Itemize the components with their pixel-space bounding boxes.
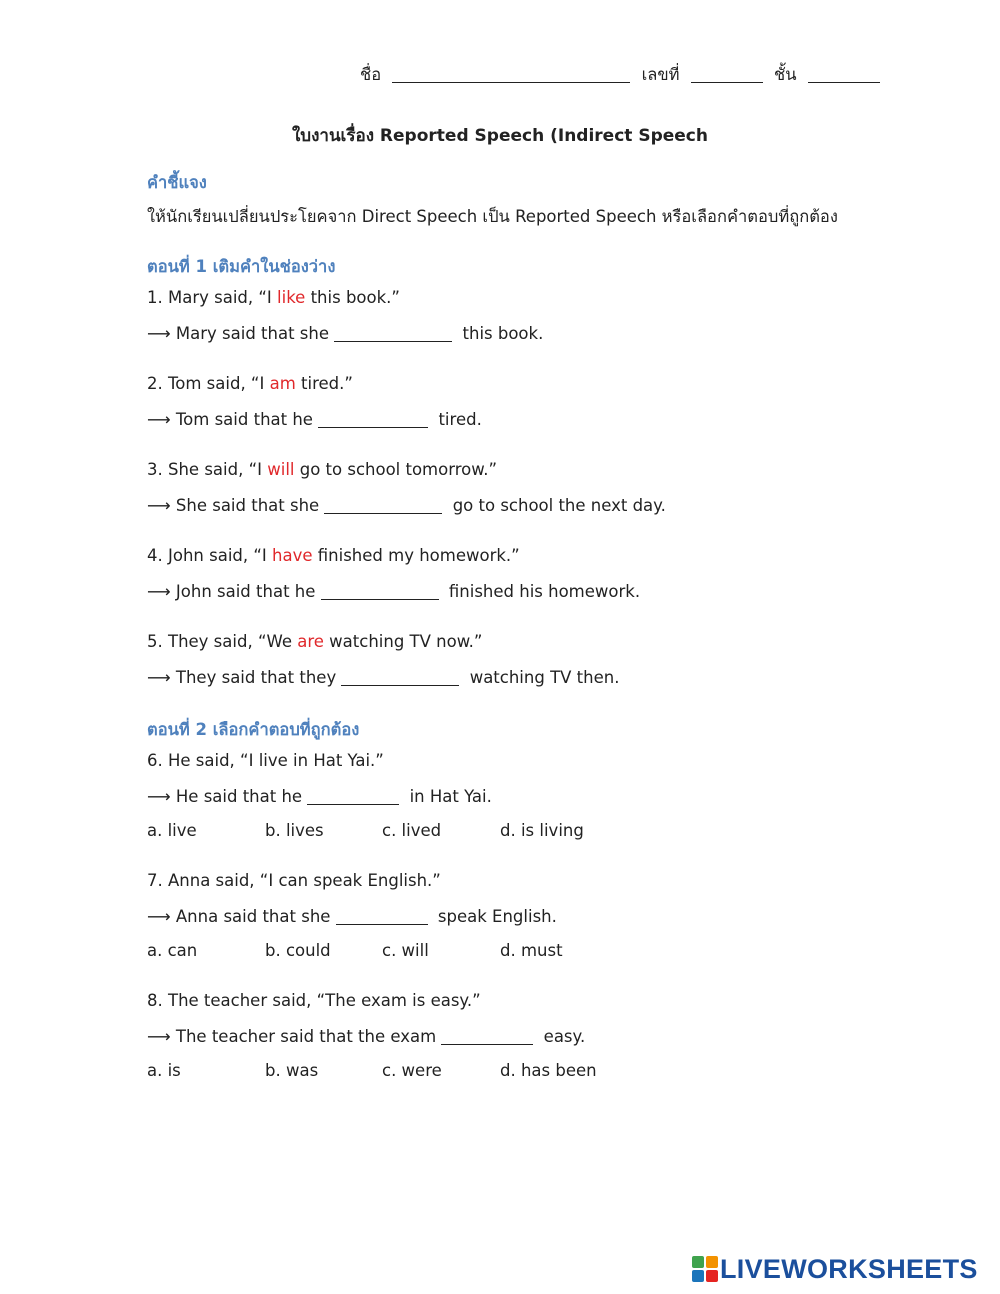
option-d[interactable]: d. is living bbox=[500, 821, 584, 840]
option-b[interactable]: b. could bbox=[265, 941, 331, 960]
class-label: ชั้น bbox=[774, 65, 797, 84]
answer-3: ⟶ She said that she go to school the next day. bbox=[147, 496, 666, 515]
liveworksheets-logo bbox=[692, 1254, 978, 1284]
question-5: 5. They said, “We are watching TV now.” bbox=[147, 632, 483, 651]
logo-text: LIVEWORKSHEETS bbox=[720, 1253, 978, 1284]
instructions-text: ให้นักเรียนเปลี่ยนประโยคจาก Direct Speech เป็น Reported Speech หรือเลือกคำตอบที่ถูกต้อง bbox=[147, 207, 838, 226]
answer-2: ⟶ Tom said that he tired. bbox=[147, 410, 482, 429]
answer-8: ⟶ The teacher said that the exam easy. bbox=[147, 1027, 586, 1046]
highlight-verb: am bbox=[269, 374, 296, 393]
question-7: 7. Anna said, “I can speak English.” bbox=[147, 871, 441, 890]
instructions-heading: คำชี้แจง bbox=[147, 173, 207, 192]
question-1: 1. Mary said, “I like this book.” bbox=[147, 288, 400, 307]
option-c[interactable]: c. will bbox=[382, 941, 429, 960]
worksheet-title: ใบงานเรื่อง Reported Speech (Indirect Speech bbox=[292, 126, 708, 146]
answer-blank-2[interactable] bbox=[318, 411, 428, 429]
answer-4: ⟶ John said that he finished his homework. bbox=[147, 582, 641, 601]
answer-blank-1[interactable] bbox=[334, 325, 452, 343]
highlight-verb: have bbox=[272, 546, 313, 565]
question-6: 6. He said, “I live in Hat Yai.” bbox=[147, 751, 384, 770]
highlight-verb: are bbox=[297, 632, 324, 651]
option-b[interactable]: b. was bbox=[265, 1061, 319, 1080]
question-3: 3. She said, “I will go to school tomorrow.” bbox=[147, 460, 498, 479]
name-field[interactable] bbox=[392, 66, 630, 84]
highlight-verb: will bbox=[267, 460, 295, 479]
question-4: 4. John said, “I have finished my homework.” bbox=[147, 546, 520, 565]
answer-1: ⟶ Mary said that she this book. bbox=[147, 324, 544, 343]
option-c[interactable]: c. were bbox=[382, 1061, 442, 1080]
class-field[interactable] bbox=[808, 66, 880, 84]
option-a[interactable]: a. is bbox=[147, 1061, 181, 1080]
option-b[interactable]: b. lives bbox=[265, 821, 324, 840]
question-8: 8. The teacher said, “The exam is easy.” bbox=[147, 991, 481, 1010]
option-a[interactable]: a. can bbox=[147, 941, 198, 960]
answer-blank-7[interactable] bbox=[336, 908, 428, 926]
question-2: 2. Tom said, “I am tired.” bbox=[147, 374, 353, 393]
number-label: เลขที่ bbox=[641, 65, 680, 84]
answer-blank-3[interactable] bbox=[324, 497, 442, 515]
part2-heading: ตอนที่ 2 เลือกคำตอบที่ถูกต้อง bbox=[147, 720, 360, 739]
name-label: ชื่อ bbox=[360, 65, 382, 84]
option-d[interactable]: d. must bbox=[500, 941, 563, 960]
answer-blank-4[interactable] bbox=[321, 583, 439, 601]
number-field[interactable] bbox=[691, 66, 763, 84]
part1-heading: ตอนที่ 1 เติมคำในช่องว่าง bbox=[147, 257, 336, 276]
answer-6: ⟶ He said that he in Hat Yai. bbox=[147, 787, 492, 806]
answer-7: ⟶ Anna said that she speak English. bbox=[147, 907, 557, 926]
option-d[interactable]: d. has been bbox=[500, 1061, 597, 1080]
option-c[interactable]: c. lived bbox=[382, 821, 442, 840]
answer-blank-5[interactable] bbox=[341, 669, 459, 687]
student-info-line bbox=[360, 62, 880, 88]
option-a[interactable]: a. live bbox=[147, 821, 197, 840]
highlight-verb: like bbox=[277, 288, 306, 307]
answer-5: ⟶ They said that they watching TV then. bbox=[147, 668, 620, 687]
answer-blank-6[interactable] bbox=[307, 788, 399, 806]
answer-blank-8[interactable] bbox=[441, 1028, 533, 1046]
logo-mark-icon bbox=[692, 1256, 718, 1282]
